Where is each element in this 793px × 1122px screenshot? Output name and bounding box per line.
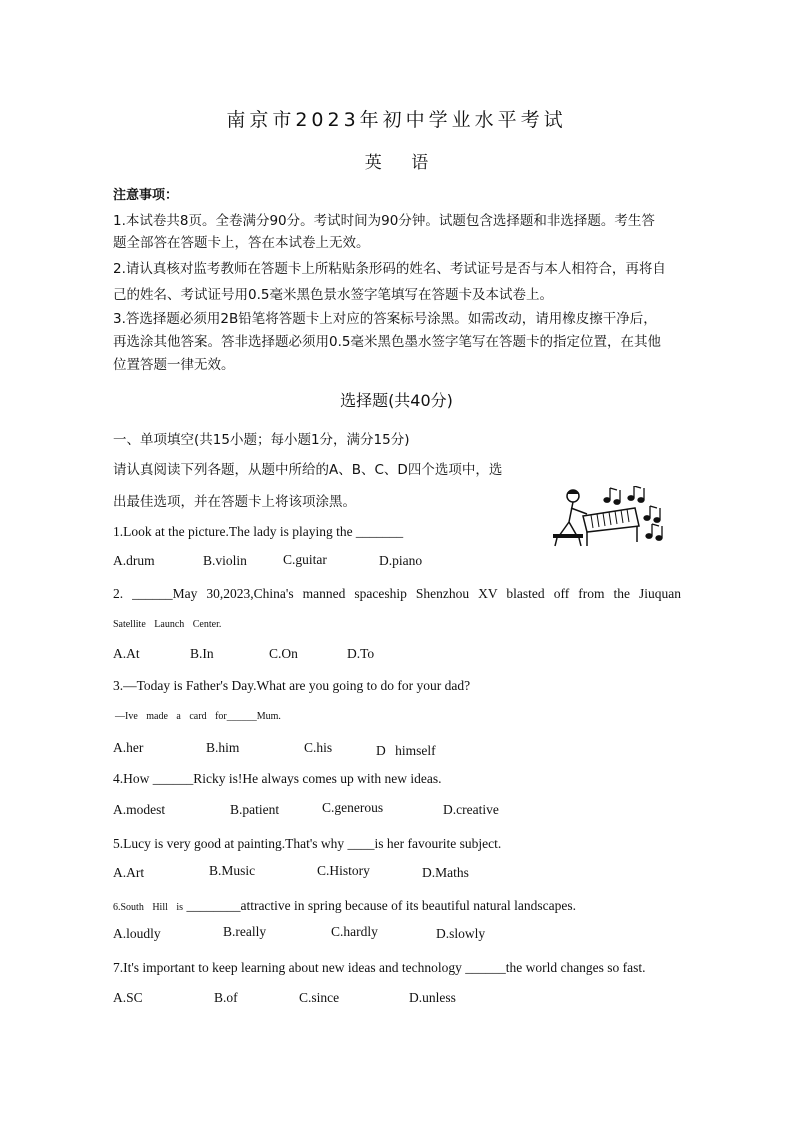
question-stem <box>113 898 576 914</box>
section-title: 选择题(共40分) <box>340 391 453 410</box>
option: B.him <box>206 740 240 755</box>
option: A.modest <box>113 802 166 817</box>
option: D himself <box>376 743 436 758</box>
option: B.of <box>214 990 238 1005</box>
question-stem-continued: —Ive made a card for______Mum. <box>115 711 281 722</box>
piano-player-icon <box>543 486 663 548</box>
question-stem-text: ________attractive in spring because of its beautiful natural landscapes. <box>183 898 576 913</box>
part-title: 一、单项填空(共15小题；每小题1分，满分15分) <box>113 432 410 448</box>
exam-subject: 英 语 <box>364 153 429 173</box>
notice-heading: 注意事项： <box>113 188 179 203</box>
option: A.drum <box>113 553 155 568</box>
option: B.patient <box>230 802 280 817</box>
option: A.SC <box>113 990 143 1005</box>
option: C.On <box>269 646 298 661</box>
question-stem: 4.How ______Ricky is!He always comes up with new ideas. <box>113 771 442 786</box>
question-stem-continued: Satellite Launch Center. <box>113 619 222 630</box>
option: D.creative <box>443 802 499 817</box>
option: D.To <box>347 646 375 661</box>
option: C.guitar <box>283 552 327 567</box>
option: A.her <box>113 740 144 755</box>
option: C.his <box>304 740 333 755</box>
notice-line: 2.请认真核对监考教师在答题卡上所粘贴条形码的姓名、考试证号是否与本人相符合，再将自 <box>113 261 666 277</box>
notice-line: 位置答题一律无效。 <box>113 357 235 373</box>
question-stem: 7.It's important to keep learning about new ideas and technology ______the world changes so fast. <box>113 960 646 975</box>
question-stem: 3.—Today is Father's Day.What are you going to do for your dad? <box>113 678 471 693</box>
notice-line: 题全部答在答题卡上，答在本试卷上无效。 <box>113 235 370 251</box>
option: B.In <box>190 646 214 661</box>
option: D.Maths <box>422 865 469 880</box>
question-stem: 5.Lucy is very good at painting.That's why ____is her favourite subject. <box>113 836 502 851</box>
exam-title: 南京市2023年初中学业水平考试 <box>226 109 567 131</box>
option: C.History <box>317 863 370 878</box>
option: A.Art <box>113 865 145 880</box>
instructions-line: 请认真阅读下列各题，从题中所给的A、B、C、D四个选项中，选 <box>113 462 503 478</box>
option: A.At <box>113 646 140 661</box>
option: B.Music <box>209 863 256 878</box>
question-stem-prefix: 6.South Hill is <box>113 902 184 913</box>
option: C.generous <box>322 800 384 815</box>
notice-line: 1.本试卷共8页。全卷满分90分。考试时间为90分钟。试题包含选择题和非选择题。考生答 <box>113 213 655 229</box>
option: A.loudly <box>113 926 161 941</box>
option: B.really <box>223 924 267 939</box>
instructions-line: 出最佳选项，并在答题卡上将该项涂黑。 <box>113 494 356 510</box>
option: B.violin <box>203 553 247 568</box>
notice-line: 3.答选择题必须用2B铅笔将答题卡上对应的答案标号涂黑。如需改动，请用橡皮擦干净后， <box>113 311 657 327</box>
question-stem: 2. ______May 30,2023,China's manned spaceship Shenzhou XV blasted off from the Jiuquan <box>113 586 681 601</box>
notice-line: 再选涂其他答案。答非选择题必须用0.5毫米黑色墨水签字笔写在答题卡的指定位置，在其他 <box>113 334 661 350</box>
option: C.since <box>299 990 340 1005</box>
notice-line: 己的姓名、考试证号用0.5毫米黑色景水签字笔填写在答题卡及本试卷上。 <box>113 287 553 303</box>
option: D.slowly <box>436 926 486 941</box>
question-stem: 1.Look at the picture.The lady is playing the _______ <box>113 524 404 539</box>
option: D.unless <box>409 990 456 1005</box>
option: C.hardly <box>331 924 378 939</box>
option: D.piano <box>379 553 423 568</box>
